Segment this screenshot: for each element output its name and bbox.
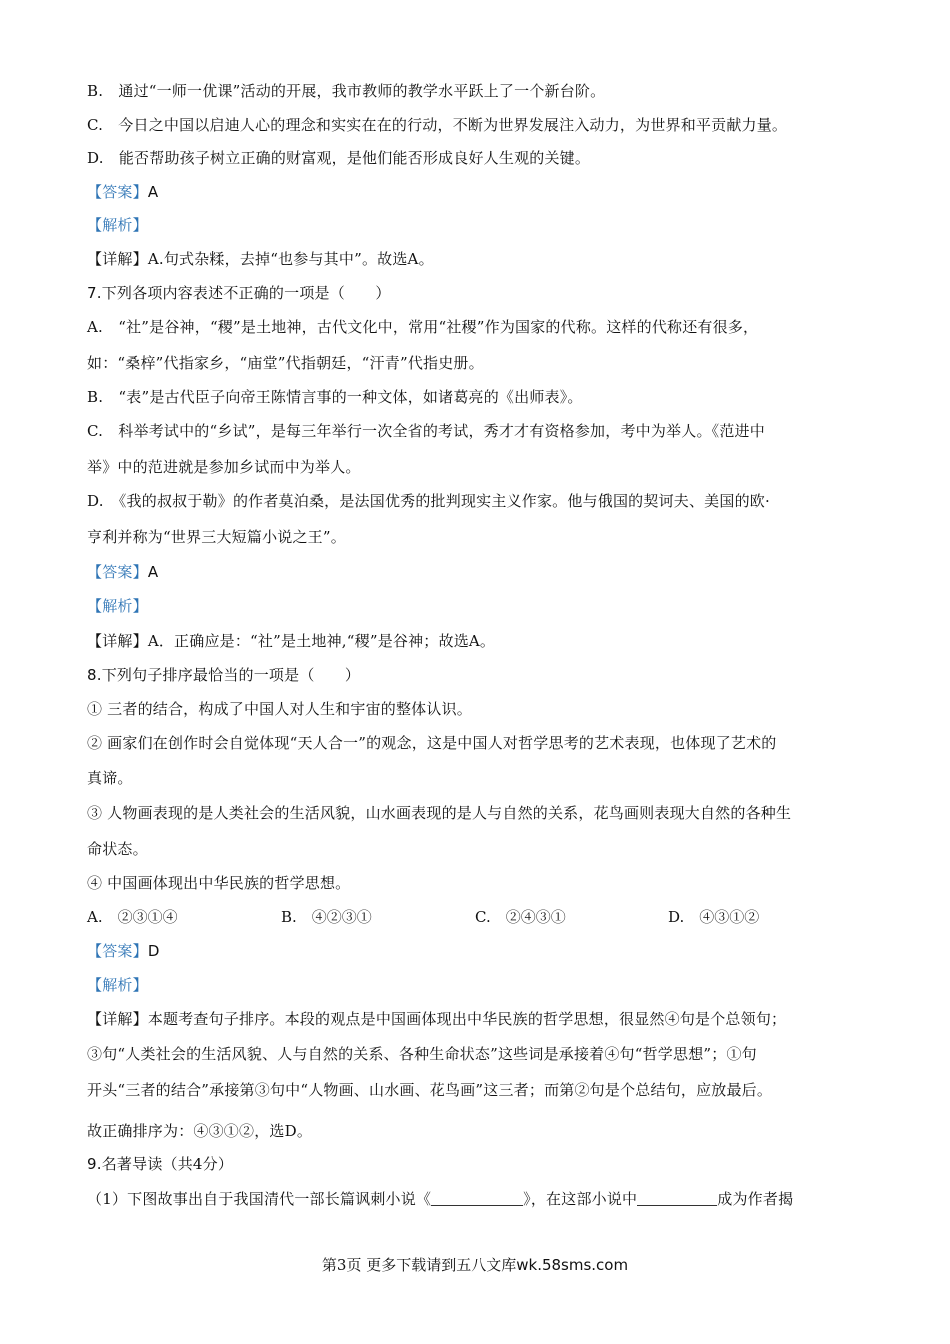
q8-detail-line4: 故正确排序为：④③①②，选D。 bbox=[87, 1122, 313, 1140]
detail-tag: 【详解】 bbox=[87, 250, 148, 268]
question-number: 8. bbox=[87, 666, 102, 684]
q6-answer bbox=[87, 182, 158, 202]
q8-sentence-3-line2: 命状态。 bbox=[87, 840, 148, 858]
q7-option-a-line1: A. “社”是谷神，“稷”是土地神，古代文化中，常用“社稷”作为国家的代称。这样的代称还有很多， bbox=[87, 318, 759, 336]
q7-option-b: B. “表”是古代臣子向帝王陈情言事的一种文体，如诸葛亮的《出师表》。 bbox=[87, 388, 583, 406]
question-stem: 名著导读（共4分） bbox=[101, 1155, 234, 1173]
answer-tag: 【答案】 bbox=[87, 183, 148, 201]
q6-option-d: D. 能否帮助孩子树立正确的财富观，是他们能否形成良好人生观的关键。 bbox=[87, 149, 591, 167]
footer-text: 第3页 更多下载请到五八文库 bbox=[321, 1256, 517, 1274]
q6-analysis-tag: 【解析】 bbox=[87, 216, 148, 234]
q7-option-c-line2: 举》中的范进就是参加乡试而中为举人。 bbox=[87, 458, 361, 476]
q8-analysis-tag: 【解析】 bbox=[87, 976, 148, 994]
q8-sentence-3-line1: ③ 人物画表现的是人类社会的生活风貌，山水画表现的是人与自然的关系，花鸟画则表现大自然的各种生 bbox=[87, 804, 792, 822]
detail-tag: 【详解】 bbox=[87, 632, 148, 650]
q9-part1-line1 bbox=[87, 1189, 793, 1209]
q7-stem bbox=[87, 283, 391, 303]
q9-part1-text-c: 成为作者揭 bbox=[717, 1190, 794, 1208]
q8-option-d: D. ④③①② bbox=[668, 908, 760, 926]
answer-tag: 【答案】 bbox=[87, 942, 148, 960]
q8-detail-line1 bbox=[87, 1009, 786, 1029]
question-stem: 下列句子排序最恰当的一项是（ ） bbox=[101, 666, 361, 684]
question-number: 9. bbox=[87, 1155, 102, 1173]
fill-blank-character[interactable] bbox=[637, 1191, 717, 1206]
q8-detail-line3: 开头“三者的结合”承接第③句中“人物画、山水画、花鸟画”这三者；而第②句是个总结句，应放最后。 bbox=[87, 1081, 773, 1099]
q8-detail-line2: ③句“人类社会的生活风貌、人与自然的关系、各种生命状态”这些词是承接着④句“哲学思想”；①句 bbox=[87, 1045, 757, 1063]
q9-stem bbox=[87, 1154, 233, 1174]
page-footer bbox=[0, 1255, 950, 1275]
q8-sentence-2-line2: 真谛。 bbox=[87, 769, 133, 787]
answer-value: A bbox=[147, 183, 159, 201]
q9-part1-text-b: 》，在这部小说中 bbox=[523, 1190, 638, 1208]
detail-text: A．正确应是：“社”是土地神,“稷”是谷神；故选A。 bbox=[147, 632, 496, 650]
q8-option-a: A. ②③①④ bbox=[87, 908, 178, 926]
detail-tag: 【详解】 bbox=[87, 1010, 148, 1028]
q8-sentence-1: ① 三者的结合，构成了中国人对人生和宇宙的整体认识。 bbox=[87, 700, 472, 718]
answer-tag: 【答案】 bbox=[87, 563, 148, 581]
q6-option-c: C. 今日之中国以启迪人心的理念和实实在在的行动，不断为世界发展注入动力，为世界和平贡献力量。 bbox=[87, 116, 788, 134]
detail-text: A.句式杂糅，去掉“也参与其中”。故选A。 bbox=[147, 250, 434, 268]
q6-option-b: B. 通过“一师一优课”活动的开展，我市教师的教学水平跃上了一个新台阶。 bbox=[87, 82, 606, 100]
q8-stem bbox=[87, 665, 360, 685]
question-stem: 下列各项内容表述不正确的一项是（ ） bbox=[101, 284, 391, 302]
question-number: 7. bbox=[87, 284, 102, 302]
q9-part1-text-a: （1）下图故事出自于我国清代一部长篇讽刺小说《 bbox=[87, 1190, 432, 1208]
q7-option-d-line1: D. 《我的叔叔于勒》的作者莫泊桑，是法国优秀的批判现实主义作家。他与俄国的契诃夫、美国的欧· bbox=[87, 492, 770, 510]
q7-option-a-line2: 如：“桑梓”代指家乡，“庙堂”代指朝廷，“汗青”代指史册。 bbox=[87, 354, 484, 372]
q6-detail bbox=[87, 249, 434, 269]
fill-blank-novel-title[interactable] bbox=[431, 1191, 523, 1206]
q7-option-d-line2: 亨利并称为“世界三大短篇小说之王”。 bbox=[87, 528, 346, 546]
q8-option-b: B. ④②③① bbox=[281, 908, 372, 926]
q7-detail bbox=[87, 631, 495, 651]
q8-sentence-2-line1: ② 画家们在创作时会自觉体现“天人合一”的观念，这是中国人对哲学思考的艺术表现，也体现了艺术的 bbox=[87, 734, 777, 752]
q8-option-c: C. ②④③① bbox=[475, 908, 566, 926]
answer-value: A bbox=[147, 563, 159, 581]
q7-answer bbox=[87, 562, 158, 582]
q7-option-c-line1: C. 科举考试中的“乡试”，是每三年举行一次全省的考试，秀才才有资格参加，考中为举人。《范进中 bbox=[87, 422, 765, 440]
detail-text: 本题考查句子排序。本段的观点是中国画体现出中华民族的哲学思想，很显然④句是个总领句； bbox=[147, 1010, 787, 1028]
q8-answer bbox=[87, 941, 160, 961]
q7-analysis-tag: 【解析】 bbox=[87, 597, 148, 615]
footer-site-link[interactable]: wk.58sms.com bbox=[516, 1256, 629, 1274]
answer-value: D bbox=[147, 942, 160, 960]
q8-sentence-4: ④ 中国画体现出中华民族的哲学思想。 bbox=[87, 874, 351, 892]
